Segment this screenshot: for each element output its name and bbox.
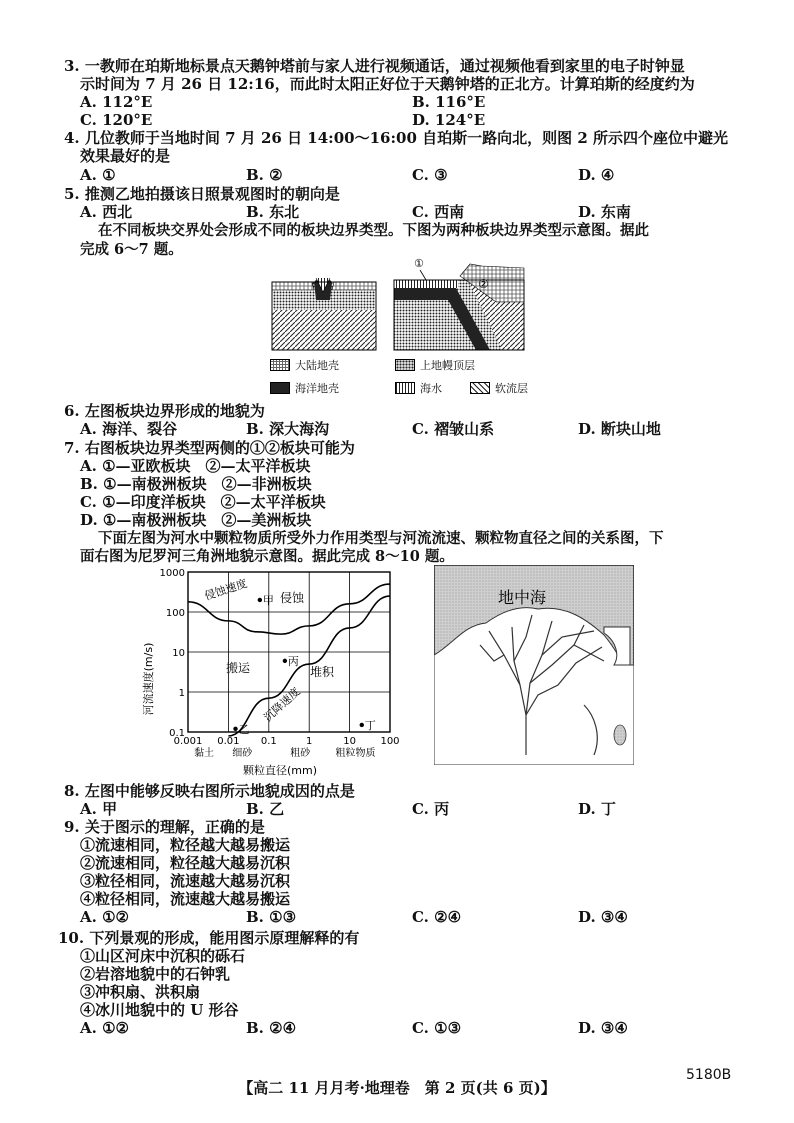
plate-label-2: ② bbox=[478, 277, 489, 291]
q5-option-b[interactable]: B. 东北 bbox=[246, 203, 300, 221]
legend-label: 软流层 bbox=[495, 382, 528, 395]
point-丙-marker bbox=[283, 659, 287, 663]
subduction-diagram bbox=[394, 264, 524, 350]
q9-item-3: ③粒径相同，流速越大越易沉积 bbox=[80, 872, 291, 890]
q5-option-d[interactable]: D. 东南 bbox=[578, 203, 631, 221]
q8-option-d[interactable]: D. 丁 bbox=[578, 800, 616, 818]
legend-label: 海水 bbox=[420, 382, 442, 395]
q4-option-b[interactable]: B. ② bbox=[246, 166, 283, 184]
q9-option-a[interactable]: A. ①② bbox=[80, 908, 129, 926]
paper-code: 5180B bbox=[686, 1067, 732, 1083]
plate-boundary-figure bbox=[270, 252, 530, 352]
point-甲-label: 甲 bbox=[262, 593, 274, 607]
region-deposition-label: 堆积 bbox=[310, 665, 335, 679]
y-tick-label: 0.1 bbox=[169, 728, 185, 739]
q8-option-c[interactable]: C. 丙 bbox=[412, 800, 450, 818]
y-tick-label: 10 bbox=[172, 648, 185, 659]
q7-option-c[interactable]: C. ①—印度洋板块 ②—太平洋板块 bbox=[80, 493, 326, 511]
x-tick-label: 0.01 bbox=[217, 736, 240, 747]
q6-stem: 6. 左图板块边界形成的地貌为 bbox=[64, 402, 265, 420]
q9-option-b[interactable]: B. ①③ bbox=[246, 908, 297, 926]
legend-label: 上地幔顶层 bbox=[420, 359, 475, 372]
x-category-label: 粗砂 bbox=[290, 748, 311, 759]
sea-label: 地中海 bbox=[498, 588, 547, 607]
q6-option-c[interactable]: C. 褶皱山系 bbox=[412, 420, 495, 438]
point-乙-marker bbox=[233, 727, 237, 731]
q8-option-a[interactable]: A. 甲 bbox=[80, 800, 118, 818]
legend-label: 大陆地壳 bbox=[295, 359, 339, 372]
q7-option-d[interactable]: D. ①—南极洲板块 ②—美洲板块 bbox=[80, 511, 312, 529]
oceanic-crust-swatch bbox=[270, 382, 290, 394]
x-category-label: 黏土 bbox=[194, 748, 215, 759]
legend-label: 海洋地壳 bbox=[295, 382, 339, 395]
point-甲-marker bbox=[258, 598, 262, 602]
intro-8-10-line1: 下面左图为河水中颗粒物质所受外力作用类型与河流流速、颗粒物直径之间的关系图，下 bbox=[98, 530, 664, 547]
x-category-label: 粗粒物质 bbox=[335, 748, 376, 759]
q6-option-a[interactable]: A. 海洋、裂谷 bbox=[80, 420, 178, 438]
x-tick-label: 10 bbox=[343, 736, 356, 747]
q4-option-d[interactable]: D. ④ bbox=[578, 166, 615, 184]
q10-stem: 10. 下列景观的形成，能用图示原理解释的有 bbox=[58, 929, 360, 947]
asthenosphere-swatch bbox=[470, 382, 490, 394]
intro-6-7-line2: 完成 6～7 题。 bbox=[80, 241, 183, 258]
q10-option-a[interactable]: A. ①② bbox=[80, 1019, 129, 1037]
q10-item-4: ④冰川地貌中的 U 形谷 bbox=[80, 1001, 239, 1019]
q9-item-2: ②流速相同，粒径越大越易沉积 bbox=[80, 854, 291, 872]
q5-option-c[interactable]: C. 西南 bbox=[412, 203, 465, 221]
q9-option-c[interactable]: C. ②④ bbox=[412, 908, 462, 926]
q10-item-2: ②岩溶地貌中的石钟乳 bbox=[80, 965, 231, 983]
q4-stem-line1: 4. 几位教师于当地时间 7 月 26 日 14:00～16:00 自珀斯一路向北，则图 2 所示四个座位中避光 bbox=[64, 129, 728, 147]
legend-oceanic-crust bbox=[270, 380, 339, 396]
q3-option-d[interactable]: D. 124°E bbox=[412, 111, 486, 129]
q7-option-a[interactable]: A. ①—亚欧板块 ②—太平洋板块 bbox=[80, 457, 311, 475]
q3-option-a[interactable]: A. 112°E bbox=[80, 93, 153, 111]
legend-continental-crust bbox=[270, 357, 339, 373]
q10-option-c[interactable]: C. ①③ bbox=[412, 1019, 462, 1037]
x-tick-label: 0.001 bbox=[173, 736, 203, 747]
point-丁-label: 丁 bbox=[364, 718, 376, 732]
q6-option-b[interactable]: B. 深大海沟 bbox=[246, 420, 330, 438]
x-category-label: 细砂 bbox=[232, 748, 253, 759]
q4-option-c[interactable]: C. ③ bbox=[412, 166, 448, 184]
rift-diagram bbox=[272, 278, 376, 350]
q9-item-1: ①流速相同，粒径越大越易搬运 bbox=[80, 836, 291, 854]
q3-stem-line1: 3. 一教师在珀斯地标景点天鹅钟塔前与家人进行视频通话，通过视频他看到家里的电子时钟显 bbox=[64, 57, 685, 75]
q7-stem: 7. 右图板块边界类型两侧的①②板块可能为 bbox=[64, 439, 355, 457]
q8-stem: 8. 左图中能够反映右图所示地貌成因的点是 bbox=[64, 782, 355, 800]
q3-option-b[interactable]: B. 116°E bbox=[412, 93, 486, 111]
legend-seawater bbox=[395, 380, 442, 396]
intro-8-10-line2: 面右图为尼罗河三角洲地貌示意图。据此完成 8～10 题。 bbox=[80, 548, 454, 565]
point-乙-label: 乙 bbox=[238, 722, 250, 736]
q8-option-b[interactable]: B. 乙 bbox=[246, 800, 285, 818]
q4-option-a[interactable]: A. ① bbox=[80, 166, 116, 184]
q10-item-1: ①山区河床中沉积的砾石 bbox=[80, 947, 246, 965]
seawater-swatch bbox=[395, 382, 415, 394]
q9-option-d[interactable]: D. ③④ bbox=[578, 908, 628, 926]
erosion-curve-label: 侵蚀速度 bbox=[202, 576, 249, 603]
velocity-grainsize-chart bbox=[140, 564, 400, 778]
chart-y-label: 河流速度(m/s) bbox=[142, 642, 155, 716]
y-tick-label: 100 bbox=[165, 608, 185, 619]
q3-stem-line2: 示时间为 7 月 26 日 12:16，而此时太阳正好位于天鹅钟塔的正北方。计算珀斯的经度约为 bbox=[80, 75, 695, 93]
x-tick-label: 1 bbox=[306, 736, 313, 747]
q9-stem: 9. 关于图示的理解，正确的是 bbox=[64, 818, 265, 836]
nile-delta-map bbox=[434, 565, 634, 765]
q9-item-4: ④粒径相同，流速越大越易搬运 bbox=[80, 890, 291, 908]
legend-asthenosphere bbox=[470, 380, 528, 396]
y-tick-label: 1 bbox=[178, 688, 185, 699]
q10-option-d[interactable]: D. ③④ bbox=[578, 1019, 628, 1037]
plate-label-1: ① bbox=[414, 257, 424, 270]
y-tick-label: 1000 bbox=[159, 568, 185, 579]
page-footer: 【高二 11 月月考·地理卷 第 2 页(共 6 页)】 bbox=[238, 1079, 556, 1097]
point-丙-label: 丙 bbox=[287, 654, 299, 668]
q6-option-d[interactable]: D. 断块山地 bbox=[578, 420, 661, 438]
point-丁-marker bbox=[360, 723, 364, 727]
settling-curve-label: 沉降速度 bbox=[261, 685, 303, 725]
region-erosion-label: 侵蚀 bbox=[280, 591, 305, 605]
continental-crust-swatch bbox=[270, 359, 290, 371]
q5-stem: 5. 推测乙地拍摄该日照景观图时的朝向是 bbox=[64, 185, 340, 203]
q10-item-3: ③冲积扇、洪积扇 bbox=[80, 983, 201, 1001]
legend-upper-mantle bbox=[395, 357, 475, 373]
x-tick-label: 0.1 bbox=[260, 736, 277, 747]
intro-6-7-line1: 在不同板块交界处会形成不同的板块边界类型。下图为两种板块边界类型示意图。据此 bbox=[98, 222, 649, 239]
q5-option-a[interactable]: A. 西北 bbox=[80, 203, 133, 221]
q7-option-b[interactable]: B. ①—南极洲板块 ②—非洲板块 bbox=[80, 475, 312, 493]
q10-option-b[interactable]: B. ②④ bbox=[246, 1019, 297, 1037]
region-transport-label: 搬运 bbox=[226, 661, 251, 675]
q4-stem-line2: 效果最好的是 bbox=[80, 147, 171, 165]
upper-mantle-swatch bbox=[395, 359, 415, 371]
q3-option-c[interactable]: C. 120°E bbox=[80, 111, 153, 129]
chart-x-label: 颗粒直径(mm) bbox=[242, 764, 318, 777]
x-tick-label: 100 bbox=[380, 736, 400, 747]
